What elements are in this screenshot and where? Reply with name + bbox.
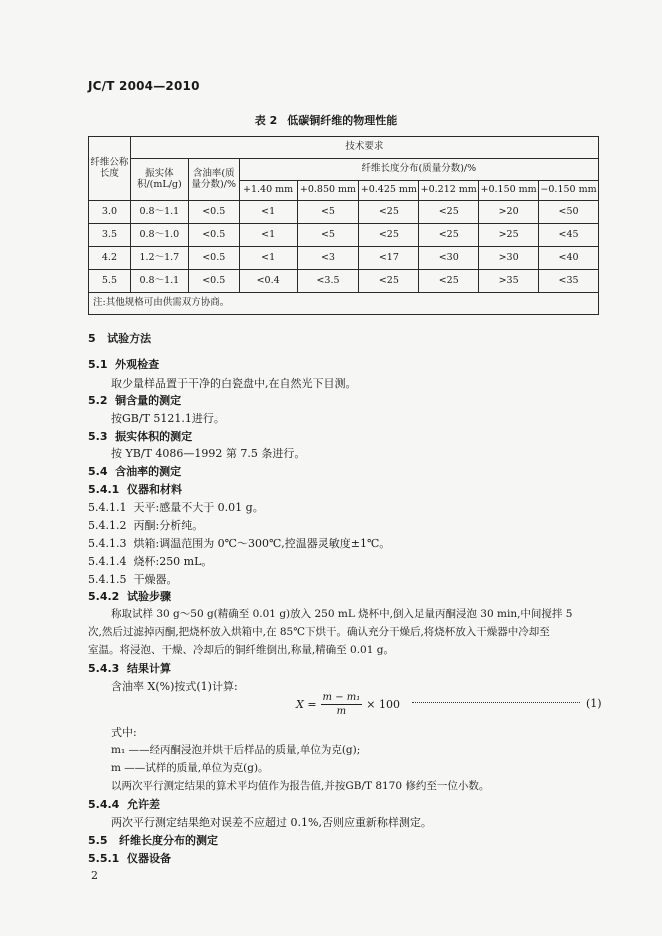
table-cell: <25 <box>419 224 479 247</box>
section-heading: 5.1 外观检查 <box>88 358 160 371</box>
section-heading: 5.4.3 结果计算 <box>88 662 171 675</box>
paragraph: 以两次平行测定结果的算术平均值作为报告值,并按GB/T 8170 修约至一位小数。 <box>111 780 490 792</box>
section-heading: 5.4 含油率的测定 <box>88 465 182 478</box>
table-cell: <25 <box>359 201 419 224</box>
table-cell: <0.5 <box>188 201 239 224</box>
properties-table <box>88 136 599 315</box>
table-cell: >25 <box>479 224 539 247</box>
table-cell: <3.5 <box>297 270 359 293</box>
equation-number: (1) <box>586 697 602 710</box>
section-heading: 5.3 振实体积的测定 <box>88 430 193 443</box>
table-cell: <25 <box>419 201 479 224</box>
standard-code: JC/T 2004—2010 <box>88 79 200 93</box>
section-heading: 5.4.1 仪器和材料 <box>88 483 182 496</box>
table-cell: <25 <box>359 224 419 247</box>
table-title-text: 低碳铜纤维的物理性能 <box>287 114 398 127</box>
section-heading: 5.5 纤维长度分布的测定 <box>88 834 218 847</box>
formula-fraction <box>321 692 363 717</box>
paragraph: 按GB/T 5121.1进行。 <box>111 412 225 425</box>
definition: m₁ ——经丙酮浸泡并烘干后样品的质量,单位为克(g); <box>111 744 361 756</box>
table-cell: <0.4 <box>239 270 297 293</box>
header-fiber-length: 纤维公称长度 <box>89 137 131 201</box>
header-length-distribution: 纤维长度分布(质量分数)/% <box>239 159 598 181</box>
table-cell: <3 <box>297 247 359 270</box>
section-heading: 5.4.2 试验步骤 <box>88 590 171 603</box>
sieve-header: +0.150 mm <box>479 181 539 201</box>
table-cell: 5.5 <box>89 270 131 293</box>
table-cell: >20 <box>479 201 539 224</box>
table-note: 注:其他规格可由供需双方协商。 <box>89 293 599 315</box>
paragraph: 按 YB/T 4086—1992 第 7.5 条进行。 <box>111 447 306 460</box>
paragraph: 含油率 X(%)按式(1)计算: <box>111 680 238 693</box>
table-cell: 0.8～1.1 <box>130 201 188 224</box>
table-cell: <25 <box>419 270 479 293</box>
section-heading: 5.5.1 仪器设备 <box>88 852 171 865</box>
table-row <box>89 270 599 293</box>
list-item: 5.4.1.5 干燥器。 <box>88 573 178 586</box>
header-tap-volume: 振实体积/(mL/g) <box>130 159 188 201</box>
header-tech-req: 技术要求 <box>130 137 598 159</box>
table-cell: 0.8～1.1 <box>130 270 188 293</box>
sieve-header: +0.850 mm <box>297 181 359 201</box>
formula-denominator: m <box>336 706 347 717</box>
sieve-header: +0.212 mm <box>419 181 479 201</box>
paragraph-line: 次,然后过滤掉丙酮,把烧杯放入烘箱中,在 85℃下烘干。确认充分干燥后,将烧杯放入干燥器中冷却至 <box>88 626 550 638</box>
table-cell: >30 <box>479 247 539 270</box>
section-heading: 5 试验方法 <box>88 332 152 345</box>
table-cell: >35 <box>479 270 539 293</box>
section-heading: 5.2 铜含量的测定 <box>88 394 182 407</box>
paragraph-line: 称取试样 30 g～50 g(精确至 0.01 g)放入 250 mL 烧杯中,倒入足量丙酮浸泡 30 min,中间搅拌 5 <box>111 608 573 620</box>
table-number: 表 2 <box>254 114 278 127</box>
table-cell: <35 <box>539 270 599 293</box>
paragraph: 两次平行测定结果绝对误差不应超过 0.1%,否则应重新称样测定。 <box>111 816 432 829</box>
table-cell: <1 <box>239 224 297 247</box>
header-oil-content: 含油率(质量分数)/% <box>188 159 239 201</box>
table-cell: <40 <box>539 247 599 270</box>
table-cell: <1 <box>239 201 297 224</box>
page-number: 2 <box>91 869 98 882</box>
table-row <box>89 201 599 224</box>
leader-dots <box>412 702 580 703</box>
table-cell: <0.5 <box>188 224 239 247</box>
formula-numerator: m − m₁ <box>322 692 361 703</box>
table-cell: <0.5 <box>188 247 239 270</box>
paragraph: 式中: <box>111 726 137 739</box>
sieve-header: −0.150 mm <box>539 181 599 201</box>
sieve-header: +1.40 mm <box>239 181 297 201</box>
formula-rhs: × 100 <box>366 698 400 711</box>
table-cell: 3.5 <box>89 224 131 247</box>
table-cell: <50 <box>539 201 599 224</box>
formula-lhs: X = <box>296 698 317 711</box>
table-cell: <0.5 <box>188 270 239 293</box>
table-cell: 0.8～1.0 <box>130 224 188 247</box>
table-cell: 1.2～1.7 <box>130 247 188 270</box>
definition: m ——试样的质量,单位为克(g)。 <box>111 762 269 774</box>
table-cell: <25 <box>359 270 419 293</box>
table-caption <box>0 112 662 128</box>
formula <box>296 692 400 717</box>
section-heading: 5.4.4 允许差 <box>88 798 160 811</box>
paragraph-line: 室温。将浸泡、干燥、冷却后的铜纤维倒出,称量,精确至 0.01 g。 <box>88 644 394 656</box>
table-cell: <5 <box>297 201 359 224</box>
table-cell: <45 <box>539 224 599 247</box>
table-cell: <1 <box>239 247 297 270</box>
table-row <box>89 224 599 247</box>
list-item: 5.4.1.1 天平:感量不大于 0.01 g。 <box>88 501 264 514</box>
table-row <box>89 247 599 270</box>
sieve-header: +0.425 mm <box>359 181 419 201</box>
table-cell: <17 <box>359 247 419 270</box>
table-cell: <5 <box>297 224 359 247</box>
paragraph: 取少量样品置于干净的白瓷盘中,在自然光下目测。 <box>111 377 357 390</box>
list-item: 5.4.1.3 烘箱:调温范围为 0℃～300℃,控温器灵敏度±1℃。 <box>88 537 391 550</box>
table-cell: 3.0 <box>89 201 131 224</box>
table-cell: 4.2 <box>89 247 131 270</box>
table-cell: <30 <box>419 247 479 270</box>
list-item: 5.4.1.4 烧杯:250 mL。 <box>88 555 213 568</box>
list-item: 5.4.1.2 丙酮:分析纯。 <box>88 519 204 532</box>
